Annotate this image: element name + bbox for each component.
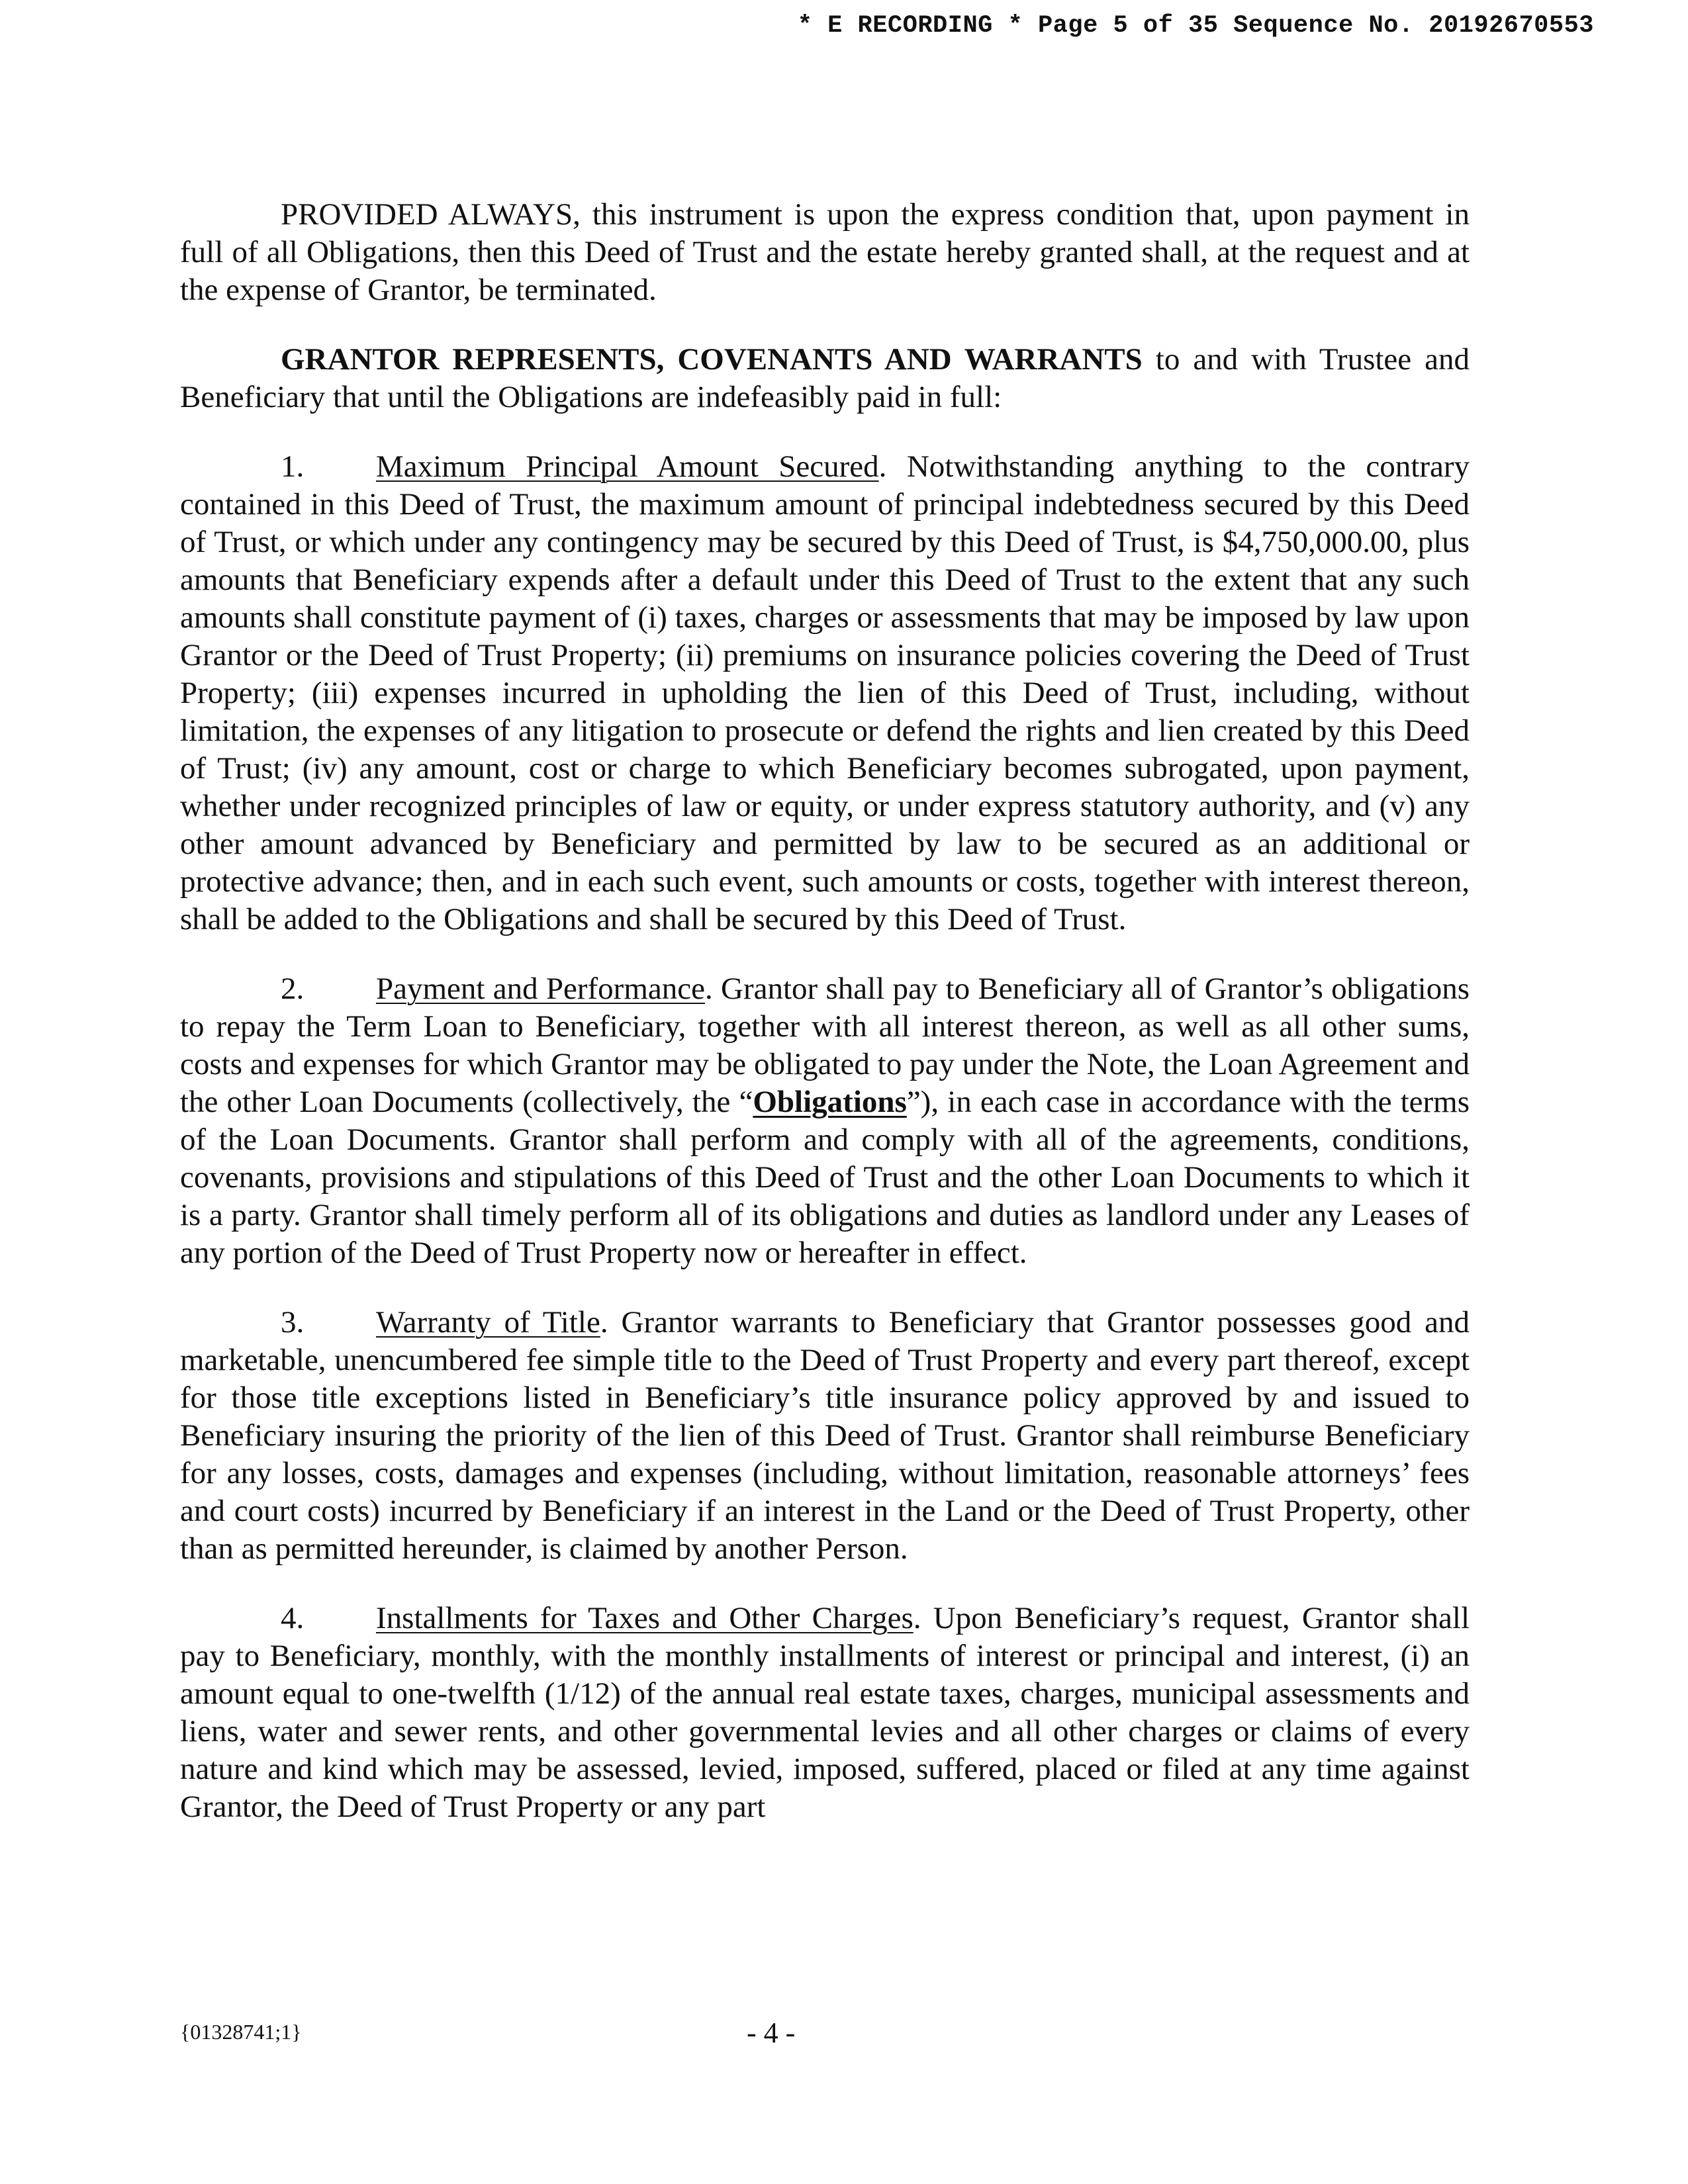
section-heading: Warranty of Title: [376, 1305, 600, 1340]
section-number: 3.: [281, 1305, 305, 1340]
section-1: [180, 448, 1470, 938]
section-body: . Grantor shall pay to Beneficiary all of Grantor’s obligations to repay the Term Loan to Beneficiary, together with all interest thereon, as well as all other sums, costs and expenses for which Grantor may be obligated to pay under the Note, the Loan Agreement and the other Loan Documents (collectively, the “: [180, 972, 1470, 1119]
provided-always-paragraph: PROVIDED ALWAYS, this instrument is upon the express condition that, upon payment in full of all Obligations, then this Deed of Trust and the estate hereby granted shall, at the request and at the expense of Grantor, be terminated.: [180, 197, 1470, 307]
section-2: [180, 970, 1470, 1272]
footer-page-number: - 4 -: [747, 2017, 796, 2049]
section-heading: Maximum Principal Amount Secured: [376, 449, 879, 484]
section-body: . Notwithstanding anything to the contrary contained in this Deed of Trust, the maximum amount of principal indebtedness secured by this Deed of Trust, or which under any contingency may be secured by this Deed of Trust, is $4,750,000.00, plus amounts that Beneficiary expends after a default under this Deed of Trust to the extent that any such amounts shall constitute payment of (i) taxes, charges or assessments that may be imposed by law upon Grantor or the Deed of Trust Property; (ii) premiums on insurance policies covering the Deed of Trust Property; (iii) expenses incurred in upholding the lien of this Deed of Trust, including, without limitation, the expenses of any litigation to prosecute or defend the rights and lien created by this Deed of Trust; (iv) any amount, cost or charge to which Beneficiary becomes subrogated, upon payment, whether under recognized principles of law or equity, or under express statutory authority, and (v) any other amount advanced by Beneficiary and permitted by law to be secured as an additional or protective advance; then, and in each such event, such amounts or costs, together with interest thereon, shall be added to the Obligations and shall be secured by this Deed of Trust.: [180, 449, 1470, 936]
document-body: [180, 196, 1470, 1858]
section-number: 4.: [281, 1601, 305, 1635]
section-body: . Grantor warrants to Beneficiary that Grantor possesses good and marketable, unencumbered fee simple title to the Deed of Trust Property and every part thereof, except for those title exceptions listed in Beneficiary’s title insurance policy approved by and issued to Beneficiary insuring the priority of the lien of this Deed of Trust. Grantor shall reimburse Beneficiary for any losses, costs, damages and expenses (including, without limitation, reasonable attorneys’ fees and court costs) incurred by Beneficiary if an interest in the Land or the Deed of Trust Property, other than as permitted hereunder, is claimed by another Person.: [180, 1305, 1470, 1566]
recording-header: * E RECORDING * Page 5 of 35 Sequence No. 20192670553: [797, 12, 1594, 40]
footer-document-id: {01328741;1}: [180, 2020, 302, 2044]
section-heading: Payment and Performance: [376, 972, 705, 1006]
represents-rest: to and with Trustee and Beneficiary that until the Obligations are indefeasibly paid in full:: [180, 342, 1470, 414]
section-number: 2.: [281, 972, 305, 1006]
section-body-continued: ”), in each case in accordance with the terms of the Loan Documents. Grantor shall perform and comply with all of the agreements, conditions, covenants, provisions and stipulations of this Deed of Trust and the other Loan Documents to which it is a party. Grantor shall timely perform all of its obligations and duties as landlord under any Leases of any portion of the Deed of Trust Property now or hereafter in effect.: [180, 1085, 1470, 1270]
section-3: [180, 1304, 1470, 1568]
represents-lead: GRANTOR REPRESENTS, COVENANTS AND WARRANTS: [281, 342, 1143, 377]
section-4: [180, 1600, 1470, 1826]
represents-paragraph: [180, 341, 1470, 416]
section-body: . Upon Beneficiary’s request, Grantor shall pay to Beneficiary, monthly, with the monthly installments of interest or principal and interest, (i) an amount equal to one-twelfth (1/12) of the annual real estate taxes, charges, municipal assessments and liens, water and sewer rents, and other governmental levies and all other charges or claims of every nature and kind which may be assessed, levied, imposed, suffered, placed or filed at any time against Grantor, the Deed of Trust Property or any part: [180, 1601, 1470, 1824]
section-number: 1.: [281, 449, 305, 484]
section-heading: Installments for Taxes and Other Charges: [376, 1601, 914, 1635]
defined-term-obligations: Obligations: [753, 1085, 907, 1119]
